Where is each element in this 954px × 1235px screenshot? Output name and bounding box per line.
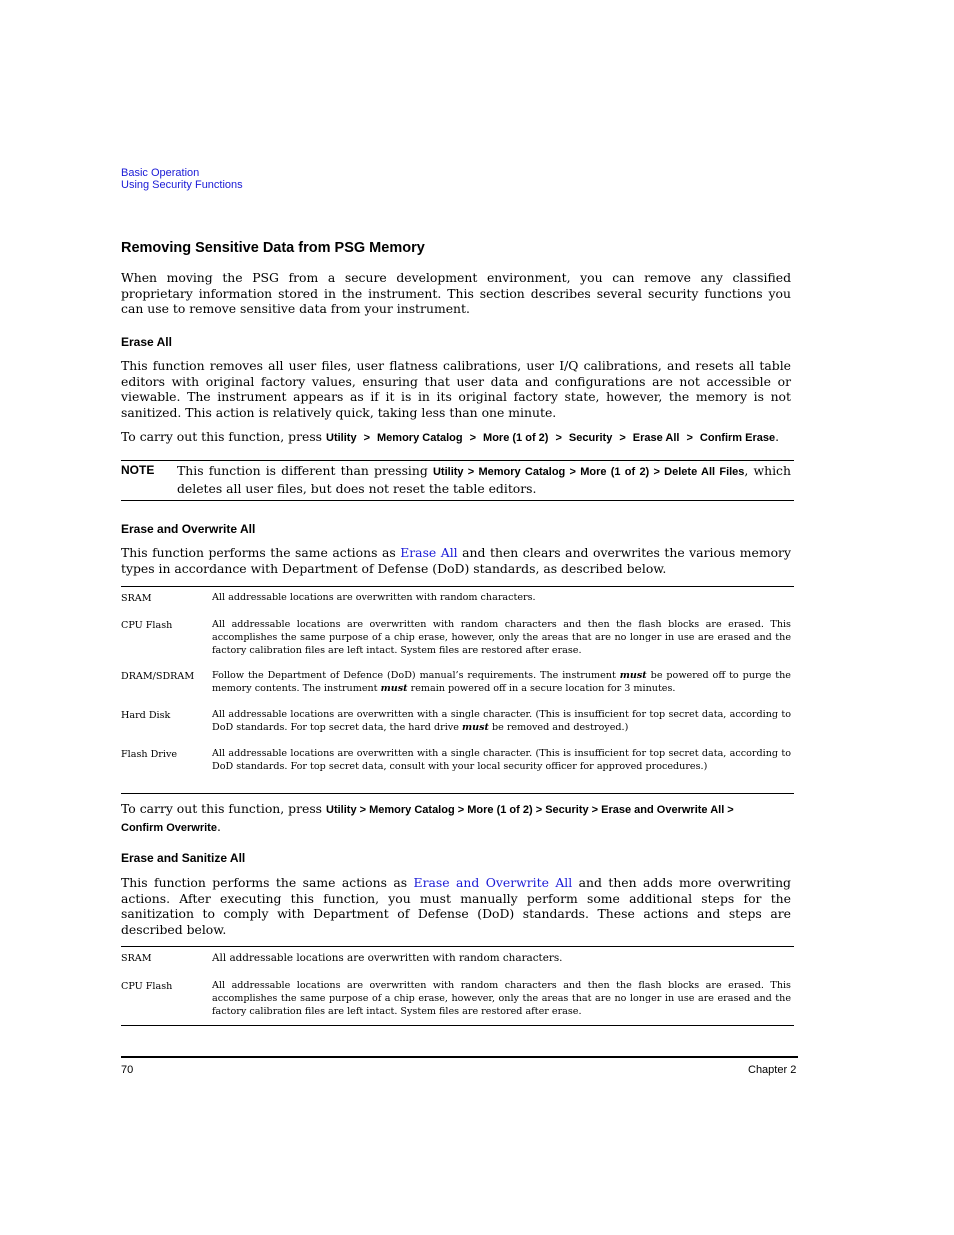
- key-erase-all: Erase All: [632, 432, 680, 444]
- erase-overwrite-instructions: To carry out this function, press Utility > Memory Catalog > More (1 of 2) > Security > Erase and Overwrite All > Confirm Overwrite.: [121, 801, 734, 834]
- key-confirm-erase: Confirm Erase: [699, 432, 776, 444]
- key-memory-catalog: Memory Catalog: [377, 432, 463, 444]
- erase-all-link[interactable]: Erase All: [400, 545, 458, 560]
- table1-term-flash-drive: Flash Drive: [121, 749, 178, 760]
- table1-bottom-rule: [121, 793, 794, 794]
- table2-term-cpu-flash: CPU Flash: [121, 981, 173, 992]
- table1-term-dram: DRAM/SDRAM: [121, 671, 195, 682]
- key-utility: Utility: [326, 432, 357, 444]
- page-number: 70: [121, 1064, 134, 1076]
- table1-def-flash-drive: All addressable locations are overwritten with a single character. (This is insufficient for top secret data, according to DoD standards. For top secret data, consult with your local security officer for approved procedures.): [212, 748, 791, 772]
- table1-def-dram: Follow the Department of Defence (DoD) manual’s requirements. The instrument must be powered off to purge the memory contents. The instrument must remain powered off in a secure location for 3 minutes.: [212, 670, 791, 694]
- table2-term-sram: SRAM: [121, 953, 152, 964]
- table2-def-sram: All addressable locations are overwritten with random characters.: [212, 952, 563, 964]
- table1-term-hard-disk: Hard Disk: [121, 710, 171, 721]
- erase-overwrite-heading: Erase and Overwrite All: [121, 522, 256, 536]
- key-more-1-of-2: More (1 of 2): [483, 432, 549, 444]
- erase-all-heading: Erase All: [121, 335, 172, 349]
- breadcrumb-basic-operation[interactable]: Basic Operation: [121, 167, 200, 179]
- key-security: Security: [568, 432, 613, 444]
- erase-overwrite-body: This function performs the same actions as Erase All and then clears and overwrites the various memory types in accordance with Department of Defense (DoD) standards, as described below.: [121, 545, 791, 576]
- section-title: Removing Sensitive Data from PSG Memory: [121, 240, 425, 256]
- table1-def-hard-disk: All addressable locations are overwritten with a single character. (This is insufficient for top secret data, according to DoD standards. For top secret data, the hard drive must be removed and destroyed.): [212, 709, 791, 733]
- table2-top-rule: [121, 946, 794, 947]
- erase-sanitize-heading: Erase and Sanitize All: [121, 851, 246, 865]
- footer-rule: [121, 1056, 798, 1058]
- chapter-label: Chapter 2: [748, 1064, 797, 1076]
- erase-all-body: This function removes all user files, user flatness calibrations, user I/Q calibrations, and resets all table editors with original factory values, ensuring that user data and configurations are not accessible or viewable. The instrument appears as if it is in its original factory state, however, the memory is not sanitized. This action is relatively quick, taking less than one minute.: [121, 358, 791, 420]
- erase-sanitize-body: This function performs the same actions as Erase and Overwrite All and then adds more overwriting actions. After executing this function, you must manually perform some additional steps for the sanitization to comply with Department of Defense (DoD) standards. These actions and steps are described below.: [121, 875, 791, 937]
- table1-def-sram: All addressable locations are overwritten with random characters.: [212, 592, 536, 603]
- note-top-rule: [121, 460, 794, 461]
- table1-top-rule: [121, 586, 794, 587]
- table2-bottom-rule: [121, 1025, 794, 1026]
- note-text: This function is different than pressing Utility > Memory Catalog > More (1 of 2) > Delete All Files, which deletes all user files, but does not reset the table editors.: [177, 463, 791, 496]
- note-label: NOTE: [121, 463, 155, 477]
- section-intro: When moving the PSG from a secure development environment, you can remove any classified proprietary information stored in the instrument. This section describes several security functions you can use to remove sensitive data from your instrument.: [121, 270, 791, 317]
- erase-overwrite-link[interactable]: Erase and Overwrite All: [413, 875, 573, 890]
- note-bottom-rule: [121, 500, 794, 501]
- table1-term-cpu-flash: CPU Flash: [121, 620, 173, 631]
- table1-def-cpu-flash: All addressable locations are overwritten with random characters and then the flash blocks are erased. This accomplishes the same purpose of a chip erase, however, only the areas that are no longer in use are erased and the factory calibration files are left intact. System files are restored after erase.: [212, 619, 791, 656]
- erase-all-instructions: To carry out this function, press Utility > Memory Catalog > More (1 of 2) > Security > Erase All > Confirm Erase.: [121, 429, 780, 444]
- table1-term-sram: SRAM: [121, 593, 152, 604]
- table2-def-cpu-flash: All addressable locations are overwritten with random characters and then the flash blocks are erased. This accomplishes the same purpose of a chip erase, however, only the areas that are no longer in use are erased and the factory calibration files are left intact. System files are restored after erase.: [212, 980, 791, 1017]
- breadcrumb-using-security-functions[interactable]: Using Security Functions: [121, 179, 243, 191]
